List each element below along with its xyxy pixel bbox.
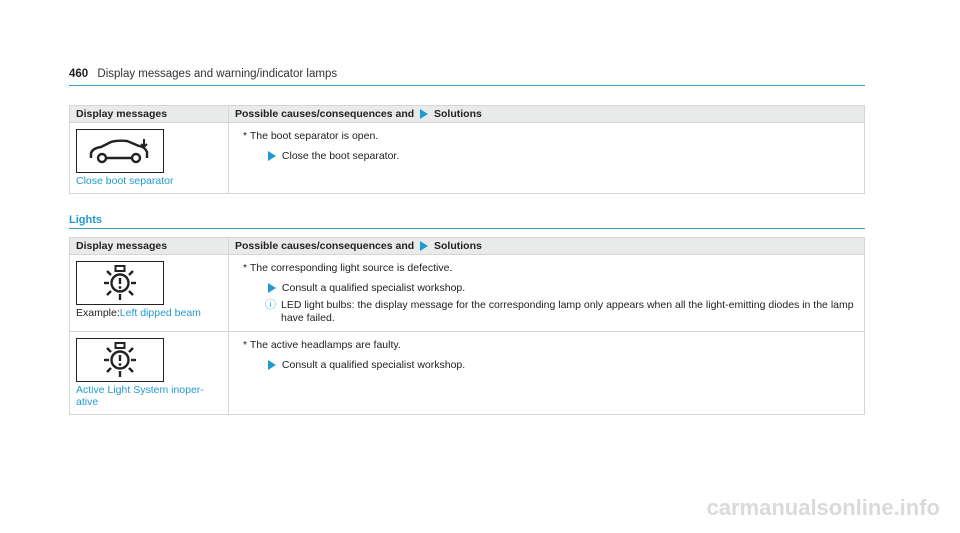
solution-line <box>265 358 858 372</box>
col-solutions-label: Solutions <box>434 240 482 252</box>
solution-text: Close the boot separator. <box>281 150 400 162</box>
col-causes-solutions <box>229 106 865 123</box>
display-message-cell <box>70 123 229 194</box>
info-icon: ⓘ <box>265 299 276 311</box>
light-bulb-warning-icon <box>76 261 164 305</box>
col-causes-label: Possible causes/consequences and <box>235 108 415 120</box>
note <box>265 299 858 325</box>
boot-separator-table <box>69 105 865 194</box>
table-row <box>70 332 865 415</box>
note-text: LED light bulbs: the display message for the corresponding lamp only appears when all the light-emitting diodes in the lamp have failed. <box>281 299 854 324</box>
solution-line <box>265 149 858 163</box>
message-label: Active Light System inoper- ative <box>76 384 204 408</box>
header-rule <box>69 85 865 86</box>
car-boot-separator-icon <box>76 129 164 173</box>
page-header <box>69 68 337 80</box>
causes-solutions-cell <box>229 123 865 194</box>
solution-text: Consult a qualified specialist workshop. <box>281 359 466 371</box>
col-display-messages: Display messages <box>70 106 229 123</box>
section-title: Lights <box>69 214 102 226</box>
causes-solutions-cell <box>229 255 865 332</box>
col-causes-label: Possible causes/consequences and <box>235 240 415 252</box>
arrow-icon <box>420 241 428 251</box>
col-causes-solutions <box>229 238 865 255</box>
example-prefix: Example: <box>76 307 120 319</box>
arrow-icon <box>268 283 276 293</box>
message-name: Left dipped beam <box>119 307 201 319</box>
solution-line <box>265 281 858 295</box>
arrow-icon <box>420 109 428 119</box>
display-message-cell <box>70 255 229 332</box>
arrow-icon <box>268 360 276 370</box>
message-label <box>76 307 222 319</box>
lights-table <box>69 237 865 415</box>
table-header-row <box>70 238 865 255</box>
message-label: Close boot separator <box>76 175 174 187</box>
light-bulb-warning-icon <box>76 338 164 382</box>
cause-text: * The active headlamps are faulty. <box>243 339 401 351</box>
section-rule <box>69 228 865 229</box>
solution-text: Consult a qualified specialist workshop. <box>281 282 466 294</box>
cause-text: * The boot separator is open. <box>243 130 379 142</box>
table-row <box>70 255 865 332</box>
col-display-messages: Display messages <box>70 238 229 255</box>
causes-solutions-cell <box>229 332 865 415</box>
page-header-title: Display messages and warning/indicator lamps <box>97 68 338 80</box>
arrow-icon <box>268 151 276 161</box>
cause-text: * The corresponding light source is defective. <box>243 262 453 274</box>
page-number: 460 <box>69 68 89 80</box>
watermark: carmanualsonline.info <box>706 495 940 520</box>
col-solutions-label: Solutions <box>434 108 482 120</box>
table-header-row <box>70 106 865 123</box>
display-message-cell <box>70 332 229 415</box>
table-row <box>70 123 865 194</box>
